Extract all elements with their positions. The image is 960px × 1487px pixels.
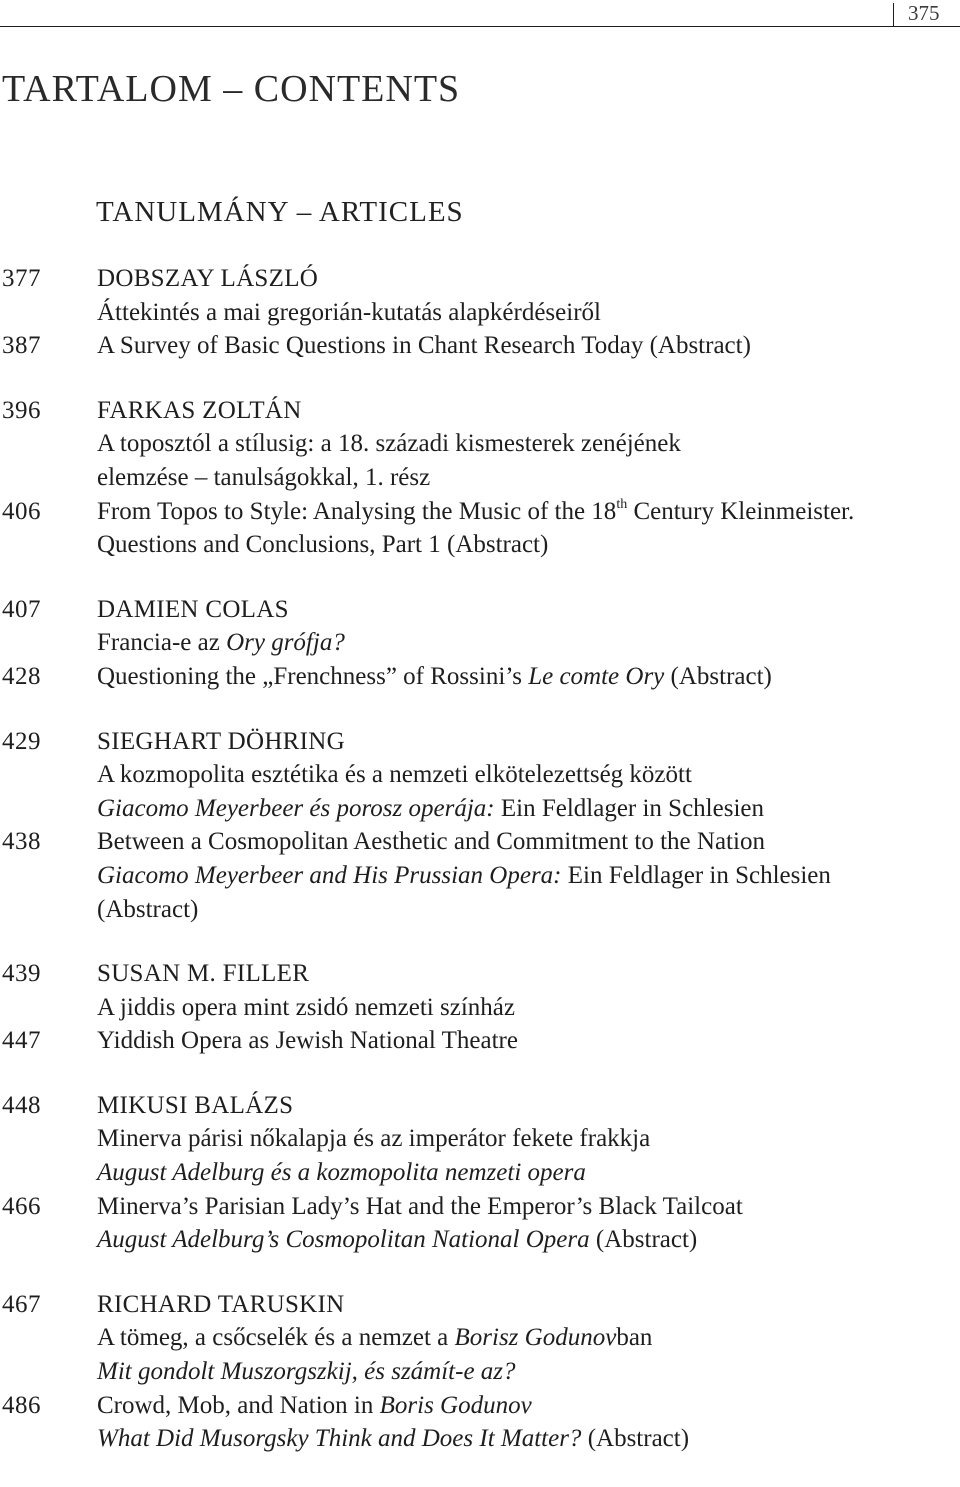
hu-title-italic: Borisz Godunov — [454, 1324, 617, 1352]
en-title: A Survey of Basic Questions in Chant Research Today (Abstract) — [97, 332, 751, 360]
hu-subtitle-line — [0, 1355, 960, 1389]
en-subtitle-italic: Giacomo Meyerbeer and His Prussian Opera: — [97, 861, 562, 889]
hu-title-line — [0, 626, 960, 660]
en-subtitle-line — [0, 1422, 960, 1456]
toc-entry-dohring — [0, 725, 960, 927]
author-name: SUSAN M. FILLER — [97, 960, 310, 988]
page-number: 375 — [908, 1, 940, 25]
author-line — [0, 957, 960, 991]
en-title-part: (Abstract) — [664, 662, 772, 690]
en-title-continued: Questions and Conclusions, Part 1 (Abstract) — [97, 531, 549, 559]
en-title: Minerva’s Parisian Lady’s Hat and the Emperor’s Black Tailcoat — [97, 1192, 743, 1220]
en-title-line — [0, 495, 960, 529]
en-title-part: Crowd, Mob, and Nation in — [97, 1391, 380, 1419]
hu-subtitle-italic: August Adelburg és a kozmopolita nemzeti opera — [97, 1159, 586, 1187]
en-title-line — [0, 528, 960, 562]
hu-title-line — [0, 991, 960, 1025]
author-name: FARKAS ZOLTÁN — [97, 396, 302, 424]
en-title-part: Questioning the „Frenchness” of Rossini’s — [97, 662, 529, 690]
hu-title-continued: elemzése – tanulságokkal, 1. rész — [97, 463, 431, 491]
en-title-line — [0, 1389, 960, 1423]
en-title: Between a Cosmopolitan Aesthetic and Commitment to the Nation — [97, 828, 765, 856]
en-title-line — [0, 329, 960, 363]
en-title: Yiddish Opera as Jewish National Theatre — [97, 1027, 518, 1055]
page-ref: 467 — [2, 1290, 41, 1318]
en-subtitle — [97, 1223, 697, 1257]
toc-entry-mikusi — [0, 1089, 960, 1257]
abstract-label: (Abstract) — [97, 895, 199, 923]
page-ref: 486 — [2, 1391, 41, 1419]
page-ref: 377 — [2, 265, 41, 292]
hu-title — [97, 626, 345, 660]
author-line — [0, 725, 960, 759]
hu-subtitle-italic: Mit gondolt Muszorgszkij, és számít-e az? — [97, 1358, 516, 1386]
author-name: MIKUSI BALÁZS — [97, 1091, 294, 1119]
header-rule — [0, 26, 960, 27]
hu-subtitle-line — [0, 1156, 960, 1190]
page-ref: 429 — [2, 727, 41, 755]
hu-title: Áttekintés a mai gregorián-kutatás alapkérdéseiről — [97, 298, 601, 326]
hu-title — [97, 1321, 652, 1355]
hu-title: Minerva párisi nőkalapja és az imperátor fekete frakkja — [97, 1125, 651, 1153]
hu-title-line — [0, 758, 960, 792]
author-line — [0, 394, 960, 428]
en-title-line — [0, 1024, 960, 1058]
hu-title-part: ban — [616, 1324, 653, 1352]
en-subtitle-part: Ein Feldlager in Schlesien — [561, 861, 831, 889]
toc-entry-taruskin — [0, 1288, 960, 1456]
author-line — [0, 1288, 960, 1322]
page-title: TARTALOM – CONTENTS — [2, 68, 461, 110]
en-subtitle-italic: August Adelburg’s Cosmopolitan National Opera — [97, 1226, 590, 1254]
en-subtitle-italic: What Did Musorgsky Think and Does It Matter? — [97, 1425, 582, 1453]
hu-subtitle — [97, 792, 764, 826]
hu-title-line — [0, 296, 960, 330]
hu-subtitle-part: Ein Feldlager in Schlesien — [494, 794, 764, 822]
en-subtitle-part: (Abstract) — [589, 1226, 698, 1254]
en-title-italic: Le comte Ory — [528, 662, 665, 690]
author-name: DAMIEN COLAS — [97, 595, 289, 623]
hu-title: A jiddis opera mint zsidó nemzeti színház — [97, 993, 515, 1021]
hu-subtitle-italic: Giacomo Meyerbeer és porosz operája: — [97, 794, 495, 822]
hu-title-line — [0, 427, 960, 461]
en-title-italic: Boris Godunov — [379, 1391, 532, 1419]
en-title-part: Century Kleinmeister. — [627, 497, 855, 525]
contents-list — [0, 262, 960, 1487]
en-title-line — [0, 825, 960, 859]
en-title-line — [0, 660, 960, 694]
author-line — [0, 1089, 960, 1123]
author-name: DOBSZAY LÁSZLÓ — [97, 265, 319, 292]
en-title — [97, 495, 854, 529]
en-title — [97, 1389, 532, 1423]
page-ref: 438 — [2, 828, 41, 856]
hu-title: A toposztól a stílusig: a 18. századi kismesterek zenéjének — [97, 430, 681, 458]
toc-entry-colas — [0, 593, 960, 694]
author-line — [0, 593, 960, 627]
hu-title-italic: Ory grófja? — [226, 629, 345, 657]
en-subtitle-line — [0, 1223, 960, 1257]
hu-subtitle-line — [0, 792, 960, 826]
page-ref: 439 — [2, 960, 41, 988]
page-ref: 447 — [2, 1027, 41, 1055]
header-tick — [893, 3, 894, 27]
page-ref: 466 — [2, 1192, 41, 1220]
en-subtitle — [97, 1422, 689, 1456]
author-line — [0, 262, 960, 296]
en-subtitle-line — [0, 859, 960, 893]
en-subtitle — [97, 859, 831, 893]
en-title-part: From Topos to Style: Analysing the Music of the 18 — [97, 497, 617, 525]
hu-title-line — [0, 461, 960, 495]
en-title-line — [0, 1190, 960, 1224]
hu-title-line — [0, 1321, 960, 1355]
page-ref: 387 — [2, 332, 41, 360]
page-ref: 428 — [2, 662, 41, 690]
toc-entry-filler — [0, 957, 960, 1058]
page-ref: 396 — [2, 396, 41, 424]
page-ref: 448 — [2, 1091, 41, 1119]
en-abstract-line — [0, 893, 960, 927]
toc-entry-farkas — [0, 394, 960, 562]
section-heading: TANULMÁNY – ARTICLES — [96, 196, 464, 228]
hu-title-part: A tömeg, a csőcselék és a nemzet a — [97, 1324, 455, 1352]
page-ref: 406 — [2, 497, 41, 525]
en-title — [97, 660, 772, 694]
author-name: SIEGHART DÖHRING — [97, 727, 345, 755]
en-subtitle-part: (Abstract) — [581, 1425, 690, 1453]
ordinal-superscript: th — [616, 496, 628, 512]
hu-title-part: Francia-e az — [97, 629, 227, 657]
toc-entry-dobszay — [0, 262, 960, 363]
hu-title-line — [0, 1122, 960, 1156]
hu-title: A kozmopolita esztétika és a nemzeti elkötelezettség között — [97, 761, 692, 789]
page-ref: 407 — [2, 595, 41, 623]
author-name: RICHARD TARUSKIN — [97, 1290, 345, 1318]
